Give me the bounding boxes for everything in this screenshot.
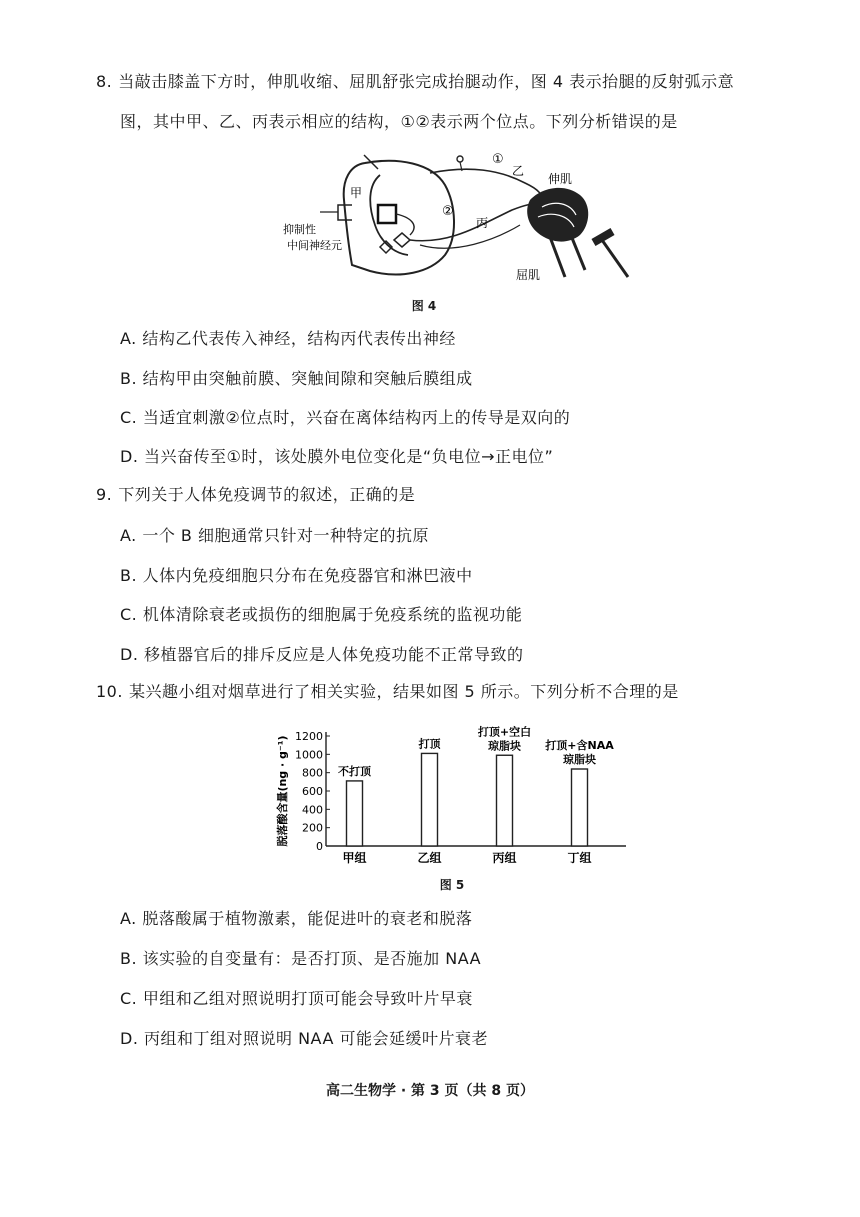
bar-label: 琼脂块 <box>563 753 596 766</box>
y-axis-label: 脱落酸含量(ng · g⁻¹) <box>276 735 289 847</box>
label-jia: 甲 <box>349 186 362 200</box>
q9-option-d[interactable]: D. 移植器官后的排斥反应是人体免疫功能不正常导致的 <box>120 645 524 664</box>
x-tick-label: 甲组 <box>342 851 367 865</box>
bar-label: 打顶 <box>418 737 441 751</box>
label-flexor: 屈肌 <box>516 268 541 282</box>
q8-option-d[interactable]: D. 当兴奋传至①时，该处膜外电位变化是“负电位→正电位” <box>120 447 554 466</box>
label-yi: 乙 <box>512 164 525 178</box>
q10-option-c[interactable]: C. 甲组和乙组对照说明打顶可能会导致叶片早衰 <box>120 989 473 1008</box>
q10-option-d[interactable]: D. 丙组和丁组对照说明 NAA 可能会延缓叶片衰老 <box>120 1029 488 1048</box>
label-site-1: ① <box>492 152 504 167</box>
question-9-stem-text: 下列关于人体免疫调节的叙述，正确的是 <box>118 485 416 504</box>
question-10-stem <box>96 670 816 714</box>
question-10-stem-text: 某兴趣小组对烟草进行了相关实验，结果如图 5 所示。下列分析不合理的是 <box>128 682 679 701</box>
y-tick-label: 0 <box>316 840 323 853</box>
reflex-arc-figure <box>280 145 660 290</box>
x-tick-label: 丁组 <box>567 851 592 865</box>
q10-option-b[interactable]: B. 该实验的自变量有：是否打顶、是否施加 NAA <box>120 949 482 968</box>
bar <box>497 755 513 846</box>
label-interneuron-line1: 抑制性 <box>283 223 316 236</box>
question-9-number: 9. <box>96 485 113 504</box>
q8-option-a[interactable]: A. 结构乙代表传入神经，结构丙代表传出神经 <box>120 329 456 348</box>
question-10-number: 10. <box>96 682 123 701</box>
y-tick-label: 800 <box>302 766 323 780</box>
bar-label: 打顶+含NAA <box>545 739 614 752</box>
q9-option-b[interactable]: B. 人体内免疫细胞只分布在免疫器官和淋巴液中 <box>120 566 473 585</box>
bar-label: 琼脂块 <box>488 739 521 753</box>
bar-label: 打顶+空白 <box>477 725 532 739</box>
question-9-stem <box>96 473 816 517</box>
question-8-stem-line1: 当敲击膝盖下方时，伸肌收缩、屈肌舒张完成抬腿动作，图 4 表示抬腿的反射弧示意 <box>118 72 735 91</box>
page-footer: 高二生物学 · 第 3 页（共 8 页） <box>325 1083 535 1099</box>
label-interneuron-line2: 中间神经元 <box>287 239 342 252</box>
label-extensor: 伸肌 <box>548 172 573 186</box>
q8-option-c[interactable]: C. 当适宜刺激②位点时，兴奋在离体结构丙上的传导是双向的 <box>120 408 571 427</box>
figure-4-caption: 图 4 <box>411 299 437 313</box>
q9-option-a[interactable]: A. 一个 B 细胞通常只针对一种特定的抗原 <box>120 526 429 545</box>
y-tick-label: 1000 <box>295 748 323 762</box>
q9-option-c[interactable]: C. 机体清除衰老或损伤的细胞属于免疫系统的监视功能 <box>120 605 523 624</box>
bar <box>422 753 438 846</box>
q10-option-a[interactable]: A. 脱落酸属于植物激素，能促进叶的衰老和脱落 <box>120 909 473 928</box>
bar <box>572 769 588 846</box>
bar <box>347 781 363 846</box>
bar-label: 不打顶 <box>338 764 371 778</box>
question-8-stem <box>96 60 816 104</box>
x-tick-label: 丙组 <box>492 851 517 865</box>
y-tick-label: 200 <box>302 821 323 835</box>
x-tick-label: 乙组 <box>417 851 442 865</box>
aba-bar-chart <box>270 724 640 874</box>
question-8-stem-cont <box>120 100 840 144</box>
y-tick-label: 600 <box>302 785 323 798</box>
question-8-number: 8. <box>96 72 113 91</box>
question-8-stem-line2: 图，其中甲、乙、丙表示相应的结构，①②表示两个位点。下列分析错误的是 <box>120 112 678 131</box>
figure-5-caption: 图 5 <box>439 878 465 892</box>
label-bing: 丙 <box>476 216 489 230</box>
label-site-2: ② <box>442 204 454 219</box>
y-tick-label: 1200 <box>295 730 323 743</box>
y-tick-label: 400 <box>302 803 323 817</box>
q8-option-b[interactable]: B. 结构甲由突触前膜、突触间隙和突触后膜组成 <box>120 369 473 388</box>
